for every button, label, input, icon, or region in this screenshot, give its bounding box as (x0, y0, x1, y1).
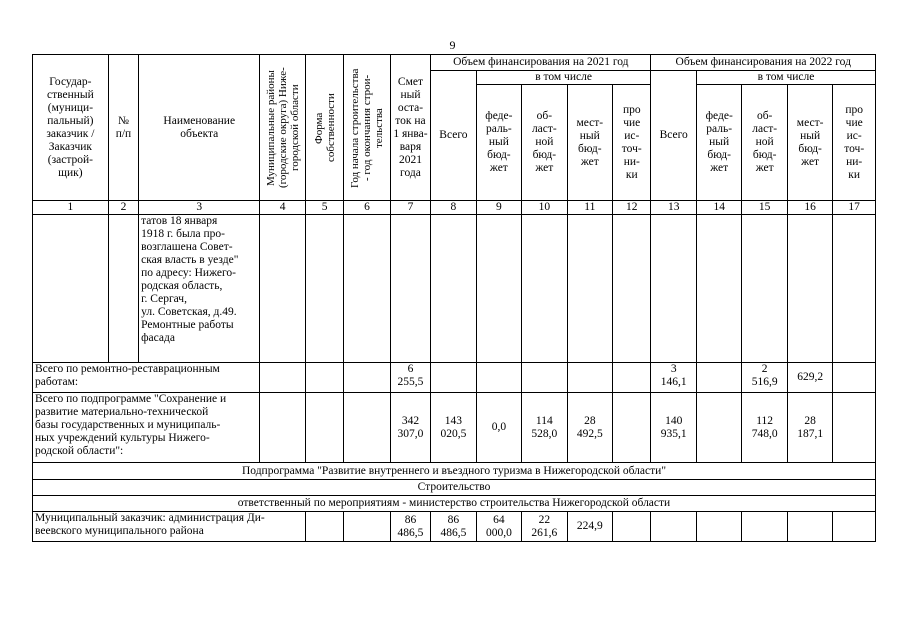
header-districts: Муниципальные районы (городские округа) Ниже- городской области (260, 55, 305, 201)
col-number: 17 (833, 201, 876, 215)
header-including-2022: в том числе (696, 71, 875, 85)
table-row (33, 393, 876, 463)
col-number: 13 (651, 201, 696, 215)
section-construction: Строительство (33, 480, 876, 496)
col-number: 2 (108, 201, 138, 215)
header-number: № п/п (108, 55, 138, 201)
mun-c7: 86 486,5 (390, 512, 430, 542)
mun-c9: 64 000,0 (476, 512, 521, 542)
header-regional-2021: об- ласт- ной бюд- жет (522, 85, 567, 201)
col-number: 7 (390, 201, 430, 215)
mun-c11: 224,9 (567, 512, 612, 542)
header-other-2022: про чие ис- точ- ни- ки (833, 85, 876, 201)
header-other-2021: про чие ис- точ- ни- ки (613, 85, 651, 201)
header-customer: Государ- ственный (муници- пальный) заказчик / Заказчик (застрой- щик) (33, 55, 109, 201)
header-financing-2021: Объем финансирования на 2021 год (431, 55, 651, 71)
sub-c11: 28 492,5 (567, 393, 612, 463)
col-number: 3 (139, 201, 260, 215)
header-object-name: Наименование объекта (139, 55, 260, 201)
col-number: 11 (567, 201, 612, 215)
table-row (33, 215, 876, 363)
col-number: 14 (696, 201, 741, 215)
header-ownership: Форма собственности (305, 55, 343, 201)
table-row (33, 363, 876, 393)
sub-c16: 28 187,1 (787, 393, 832, 463)
mun-c10: 22 261,6 (522, 512, 567, 542)
header-federal-2021: феде- раль- ный бюд- жет (476, 85, 521, 201)
col-number: 1 (33, 201, 109, 215)
col-number: 12 (613, 201, 651, 215)
header-including-2021: в том числе (476, 71, 651, 85)
header-local-2021: мест- ный бюд- жет (567, 85, 612, 201)
repair-c7: 6 255,5 (390, 363, 430, 393)
col-number: 16 (787, 201, 832, 215)
page-number: 9 (449, 38, 456, 52)
repair-c16: 629,2 (787, 363, 832, 393)
mun-c8: 86 486,5 (431, 512, 476, 542)
table-row (33, 512, 876, 542)
header-federal-2022: феде- раль- ный бюд- жет (696, 85, 741, 201)
header-local-2022: мест- ный бюд- жет (787, 85, 832, 201)
col-number: 5 (305, 201, 343, 215)
col-number: 4 (260, 201, 305, 215)
column-numbers-row (33, 201, 876, 215)
header-financing-2022: Объем финансирования на 2022 год (651, 55, 876, 71)
header-regional-2022: об- ласт- ной бюд- жет (742, 85, 787, 201)
repair-c13: 3 146,1 (651, 363, 696, 393)
sub-c13: 140 935,1 (651, 393, 696, 463)
municipal-customer-label: Муниципальный заказчик: администрация Ди- веевского муниципального района (33, 512, 306, 542)
col-number: 9 (476, 201, 521, 215)
subprogram-title: Подпрограмма "Развитие внутреннего и въездного туризма в Нижегородской области" (33, 463, 876, 480)
col-number: 15 (742, 201, 787, 215)
sub-c15: 112 748,0 (742, 393, 787, 463)
repair-c15: 2 516,9 (742, 363, 787, 393)
financing-table (32, 54, 876, 542)
sub-c10: 114 528,0 (522, 393, 567, 463)
repair-total-label: Всего по ремонтно-реставрационным работам: (33, 363, 260, 393)
header-total-2021: Всего (431, 71, 476, 201)
col-number: 8 (431, 201, 476, 215)
subprogram-total-label: Всего по подпрограмме "Сохранение и развитие материально-технической базы государственных и муниципаль- ных учреждений культуры Нижего- родской области": (33, 393, 260, 463)
object-name-continued: татов 18 января 1918 г. была про- возглашена Совет- ская власть в уезде" по адресу: Нижего- родская область, г. Сергач, ул. Советская, д.49. Ремонтные работы фасада (139, 215, 260, 363)
header-estimated-balance: Смет ный оста- ток на 1 янва- варя 2021 года (390, 55, 430, 201)
header-total-2022: Всего (651, 71, 696, 201)
header-years: Год начала строительства - год окончания строи- тельства (344, 55, 390, 201)
col-number: 10 (522, 201, 567, 215)
sub-c9: 0,0 (476, 393, 521, 463)
col-number: 6 (344, 201, 390, 215)
responsible-ministry: ответственный по мероприятиям - министерство строительства Нижегородской области (33, 496, 876, 512)
sub-c8: 143 020,5 (431, 393, 476, 463)
sub-c7: 342 307,0 (390, 393, 430, 463)
